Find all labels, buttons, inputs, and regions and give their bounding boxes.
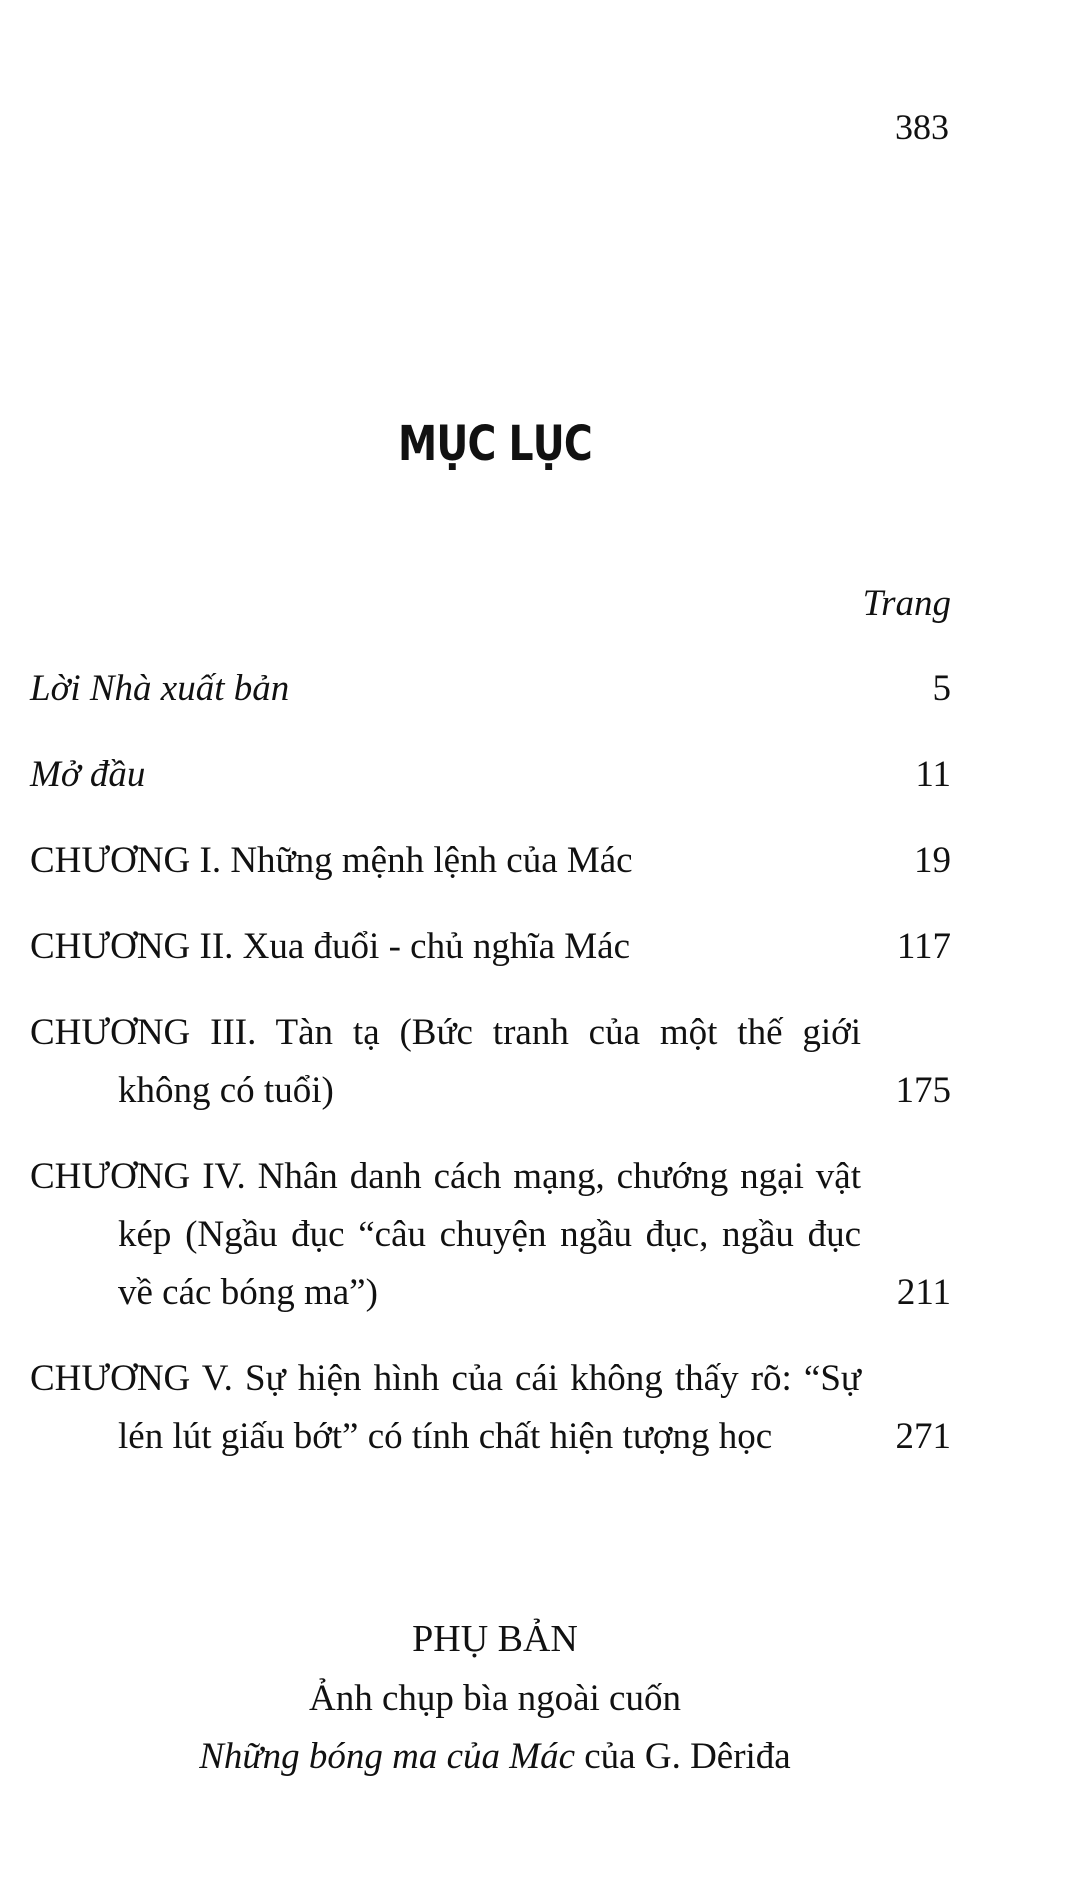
appendix-heading: PHỤ BẢN [412,1618,578,1660]
toc-entry-page: 11 [915,754,951,795]
toc-entry-page: 211 [896,1272,951,1313]
toc-entry-title: CHƯƠNG V. Sự hiện hình của cái không thấy rõ: “Sự lén lút giấu bớt” có tính chất hiện tượng học [30,1358,861,1457]
toc-entry-page: 117 [896,926,951,967]
toc-entry [30,918,951,976]
toc-entry-title: CHƯƠNG IV. Nhân danh cách mạng, chướng ngại vật kép (Ngầu đục “câu chuyện ngầu đục, ngầu đục về các bóng ma”) [30,1156,861,1313]
appendix-book-title: Những bóng ma của Mác [199,1736,575,1777]
toc-entry-page: 271 [895,1416,951,1457]
toc-entry [30,1350,951,1466]
toc-entry [30,1004,951,1120]
appendix-line-1: Ảnh chụp bìa ngoài cuốn [309,1678,681,1719]
page-number: 383 [895,107,949,147]
toc-entry [30,746,951,804]
page-column-label: Trang [862,583,951,624]
toc-entry-title: CHƯƠNG I. Những mệnh lệnh của Mác [30,840,633,881]
toc-entry-page: 175 [895,1070,951,1111]
toc-entry-page: 19 [914,840,951,881]
toc-entry-title: Lời Nhà xuất bản [30,668,290,709]
toc-entry [30,1148,951,1322]
appendix-book-author: của G. Dêriđa [575,1736,791,1777]
toc-list [30,660,951,1494]
toc-entry-title: CHƯƠNG III. Tàn tạ (Bức tranh của một thế giới không có tuổi) [30,1012,861,1111]
toc-entry [30,660,951,718]
toc-entry [30,832,951,890]
toc-entry-page: 5 [932,668,951,709]
toc-entry-title: CHƯƠNG II. Xua đuổi - chủ nghĩa Mác [30,926,631,967]
appendix [0,1610,990,1786]
page-title: MỤC LỤC [398,416,592,472]
appendix-line-2 [0,1728,990,1786]
toc-entry-title: Mở đầu [30,754,146,795]
